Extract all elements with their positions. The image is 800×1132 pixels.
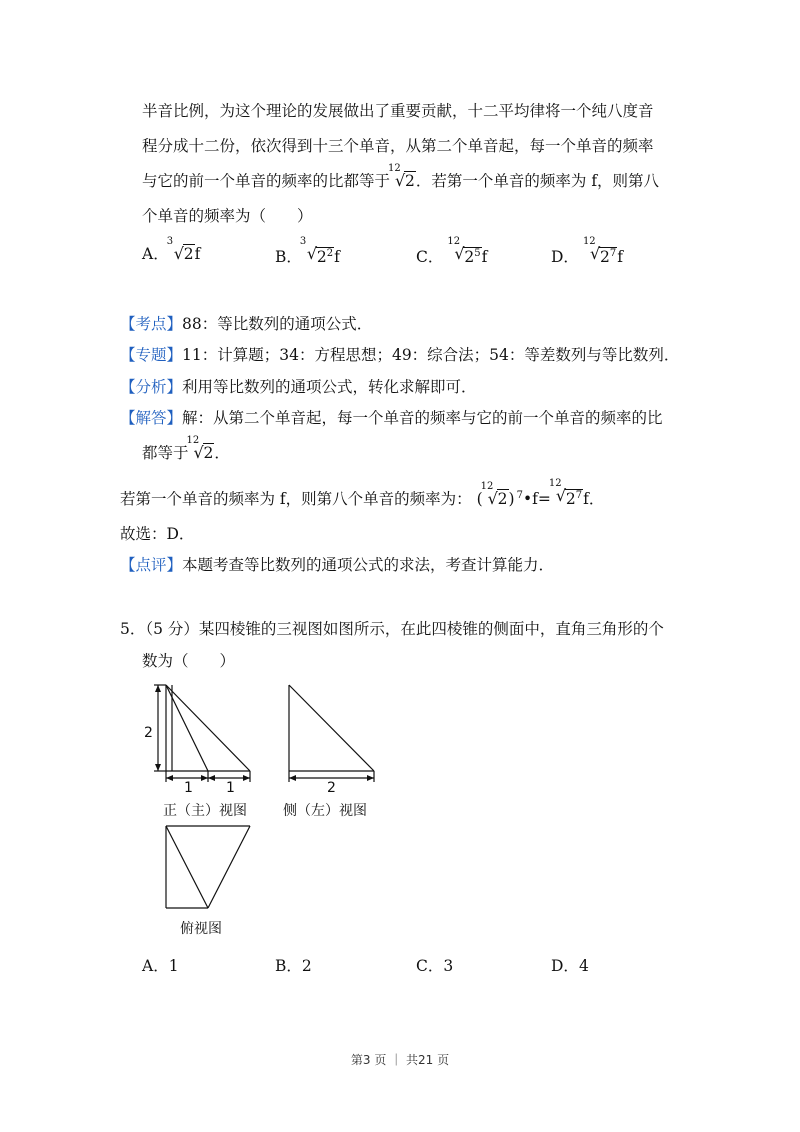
q5-choice-d: D．4 (551, 957, 589, 975)
q4-line-4: 个单音的频率为（ ） (142, 207, 313, 225)
dianping: 【点评】本题考查等比数列的通项公式的求法，考查计算能力． (120, 556, 555, 574)
twelfth-root-2: 12 √ 2 (388, 163, 415, 190)
q5-choice-c: C．3 (416, 957, 454, 975)
jieda-3: 若第一个单音的频率为 f，则第八个单音的频率为： ( 12 √ 2) $^7$•f= 12 √ $2^7f$． (120, 478, 605, 508)
fenxi: 【分析】利用等比数列的通项公式，转化求解即可． (120, 378, 477, 396)
q5-line-2: 数为（ ） (142, 652, 236, 670)
side-view (289, 685, 374, 782)
side-view-label: 侧（左）视图 (283, 803, 367, 819)
q4-line-1: 半音比例，为这个理论的发展做出了重要贡献，十二平均律将一个纯八度音 (142, 102, 654, 120)
q4-choice-d: D． 12 √ $2^7f$ (551, 236, 623, 266)
zhuanti: 【专题】11：计算题；34：方程思想；49：综合法；54：等差数列与等比数列． (120, 346, 680, 364)
front-height-label: 2 (144, 725, 153, 741)
top-view-label: 俯视图 (180, 921, 222, 937)
q4-choice-a: A． 3 √ 2f (142, 236, 201, 263)
jieda-2: 都等于 12 √ 2． (142, 435, 230, 462)
front-width-label-1: 1 (184, 780, 193, 796)
page-footer: 第3 页 ｜ 共21 页 (350, 1053, 450, 1067)
front-width-label-2: 1 (226, 780, 235, 796)
q5-line-1: 5．（5 分）某四棱锥的三视图如图所示，在此四棱锥的侧面中，直角三角形的个 (120, 620, 664, 638)
kaodian: 【考点】88：等比数列的通项公式． (120, 315, 373, 333)
jieda: 【解答】解：从第二个单音起，每一个单音的频率与它的前一个单音的频率的比 (120, 409, 663, 427)
q4-line-2: 程分成十二份，依次得到十三个单音，从第二个单音起，每一个单音的频率 (142, 137, 654, 155)
top-view (166, 826, 250, 908)
q4-line-3: 与它的前一个单音的频率的比都等于 12 √ 2．若第一个单音的频率为 f，则第八 (142, 163, 660, 190)
side-width-label: 2 (327, 780, 336, 796)
front-view (154, 685, 250, 782)
q5-choice-b: B．2 (275, 957, 312, 975)
q4-choice-c: C． 12 √ $2^5f$ (416, 236, 488, 266)
q4-choice-b: B． 3 √ $2^2f$ (275, 236, 340, 266)
guxuan: 故选：D． (120, 525, 195, 543)
q5-choice-a: A．1 (142, 957, 179, 975)
front-view-label: 正（主）视图 (163, 803, 247, 819)
